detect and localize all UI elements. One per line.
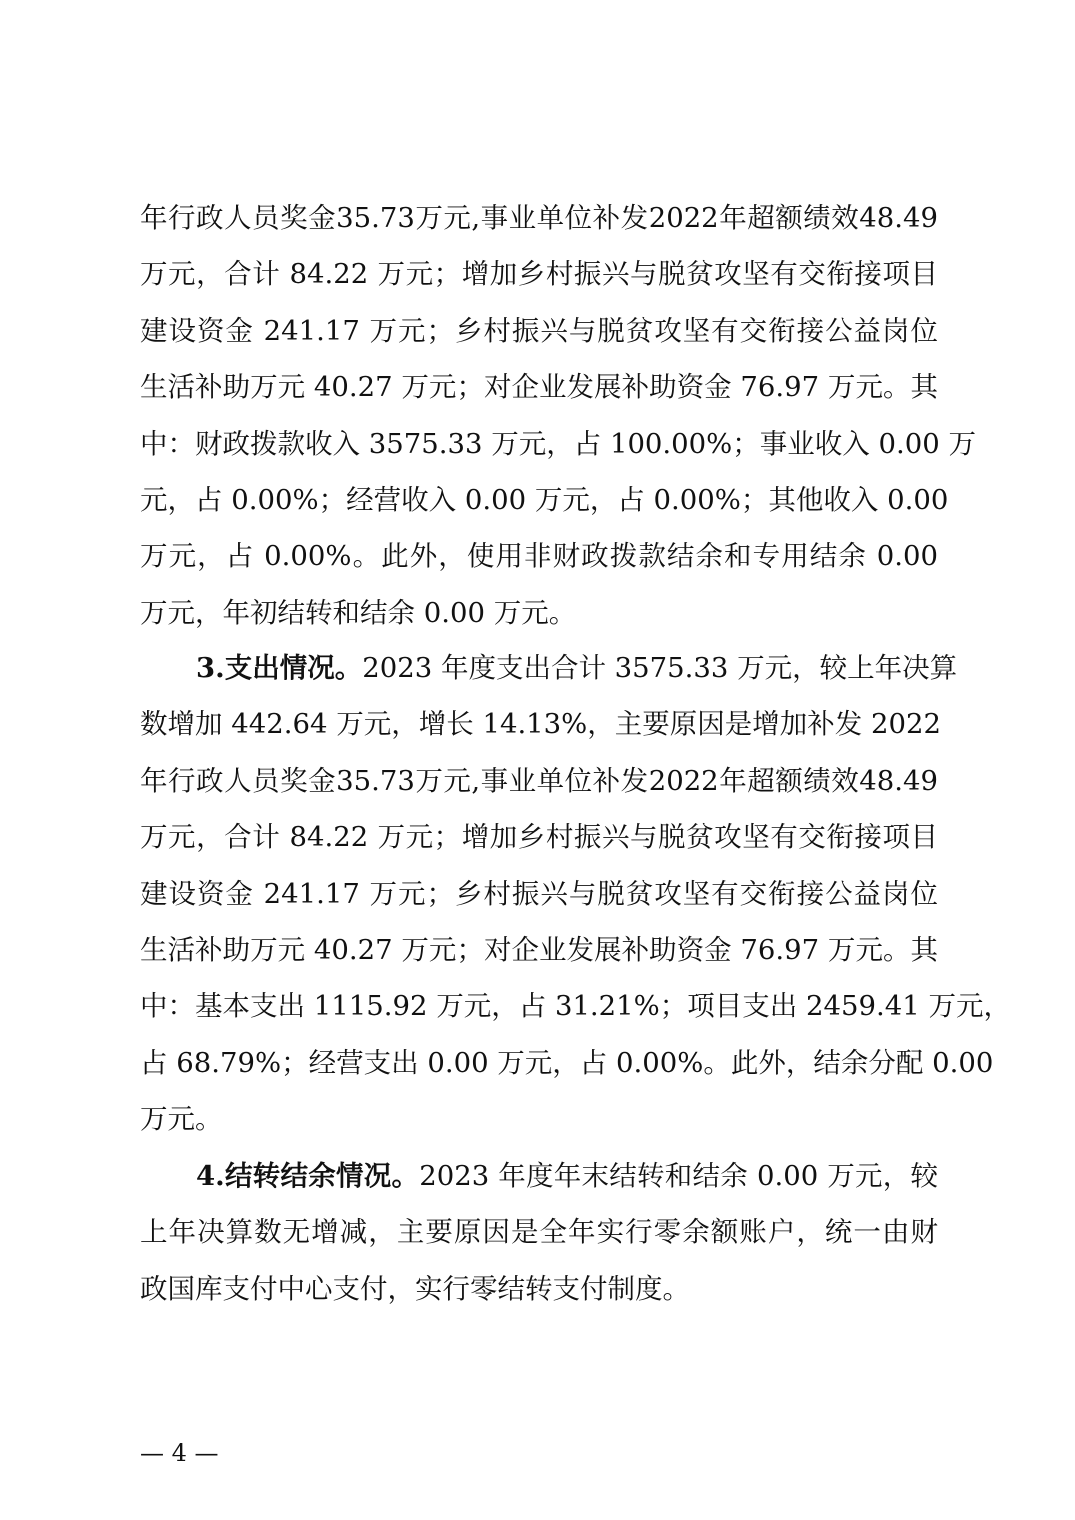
- text-line: 建设资金 241.17 万元；乡村振兴与脱贫攻坚有交衔接公益岗位: [140, 877, 938, 910]
- text-line: 万元，年初结转和结余 0.00 万元。: [140, 596, 577, 629]
- text-line: 数增加 442.64 万元，增长 14.13%，主要原因是增加补发 2022: [140, 708, 942, 741]
- text-line: 万元，占 0.00%。此外，使用非财政拨款结余和专用结余 0.00: [140, 540, 938, 573]
- text-line: 生活补助万元 40.27 万元；对企业发展补助资金 76.97 万元。其: [140, 371, 938, 404]
- text-line-content: 2023 年度支出合计 3575.33 万元，较上年决算: [362, 652, 958, 684]
- text-line: 建设资金 241.17 万元；乡村振兴与脱贫攻坚有交衔接公益岗位: [140, 314, 938, 347]
- section-heading-carryover: 4.结转结余情况。: [196, 1160, 420, 1192]
- text-line: [140, 640, 958, 696]
- text-line: 年行政人员奖金35.73万元,事业单位补发2022年超额绩效48.49: [140, 764, 938, 797]
- text-line: [140, 1148, 938, 1204]
- text-line: 政国库支付中心支付，实行零结转支付制度。: [140, 1272, 690, 1305]
- text-line-content: 2023 年度年末结转和结余 0.00 万元，较: [419, 1160, 938, 1192]
- text-line: 万元，合计 84.22 万元；增加乡村振兴与脱贫攻坚有交衔接项目: [140, 821, 938, 854]
- text-line: 占 68.79%；经营支出 0.00 万元，占 0.00%。此外，结余分配 0.00: [140, 1046, 994, 1079]
- page-number: — 4 —: [140, 1439, 219, 1467]
- text-line: 生活补助万元 40.27 万元；对企业发展补助资金 76.97 万元。其: [140, 933, 938, 966]
- section-heading-expenditure: 3.支出情况。: [196, 652, 363, 684]
- text-line: 元，占 0.00%；经营收入 0.00 万元，占 0.00%；其他收入 0.00: [140, 483, 949, 516]
- text-line: 中：基本支出 1115.92 万元，占 31.21%；项目支出 2459.41 万元，: [140, 990, 1012, 1023]
- text-line: 中：财政拨款收入 3575.33 万元，占 100.00%；事业收入 0.00 万: [140, 427, 977, 460]
- paragraph-expenditure: [140, 640, 1012, 1148]
- text-line: 万元。: [140, 1103, 223, 1136]
- paragraph-carryover: [140, 1148, 938, 1317]
- paragraph-income-continuation: [140, 190, 977, 641]
- text-line: 上年决算数无增减，主要原因是全年实行零余额账户，统一由财: [140, 1216, 938, 1249]
- text-line: 万元，合计 84.22 万元；增加乡村振兴与脱贫攻坚有交衔接项目: [140, 258, 938, 291]
- text-line: 年行政人员奖金35.73万元,事业单位补发2022年超额绩效48.49: [140, 202, 938, 234]
